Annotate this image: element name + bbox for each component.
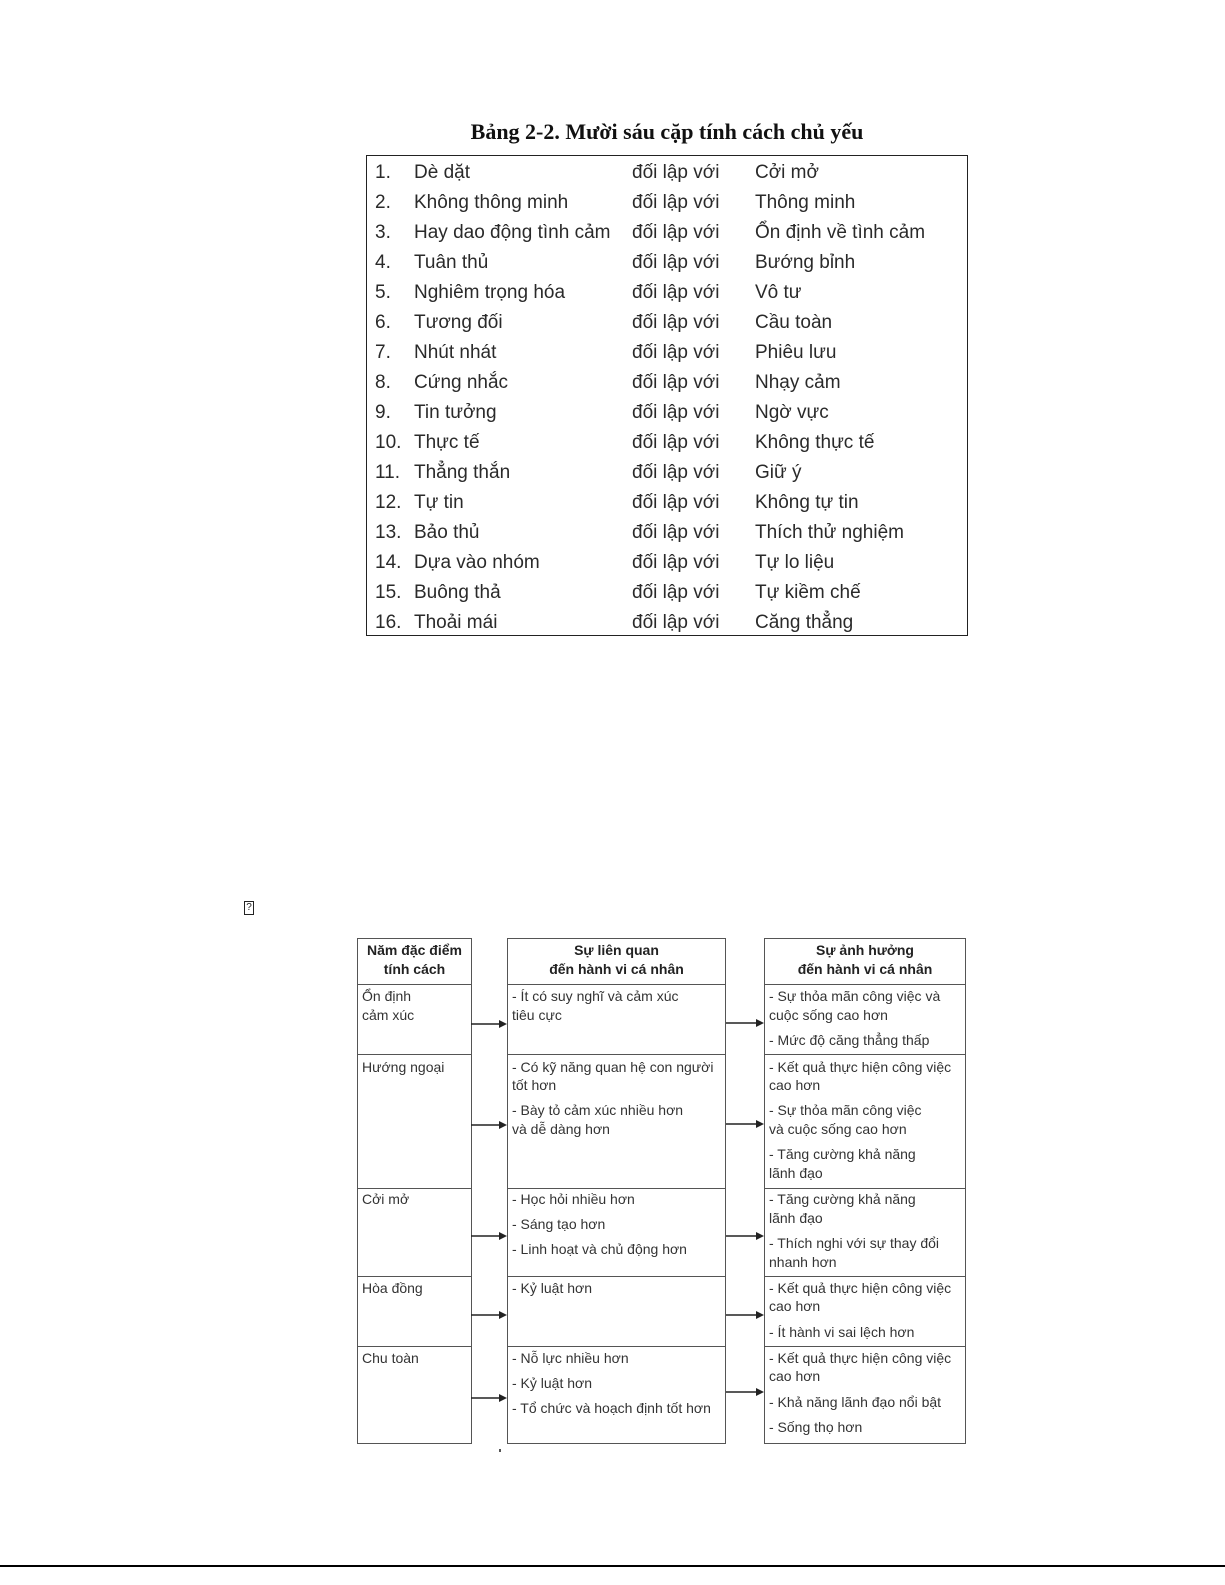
trait-left: Tin tưởng bbox=[414, 402, 497, 423]
row-number: 14. bbox=[375, 552, 402, 573]
row-number: 11. bbox=[375, 462, 401, 483]
row-number: 9. bbox=[375, 402, 391, 423]
trait-right: Bướng bỉnh bbox=[755, 252, 856, 273]
arrow-right-icon bbox=[726, 1387, 764, 1397]
trait-right: Tự kiềm chế bbox=[755, 582, 861, 603]
row-divider bbox=[507, 1054, 726, 1055]
relation-text: - Nỗ lực nhiều hơn bbox=[512, 1350, 629, 1366]
arrow-right-icon bbox=[726, 1310, 764, 1320]
trait-right: Phiêu lưu bbox=[755, 342, 837, 363]
effect-text: - Kết quả thực hiện công việc bbox=[769, 1059, 952, 1075]
effect-text: - Kết quả thực hiện công việc bbox=[769, 1280, 952, 1296]
trait-left: Nghiêm trọng hóa bbox=[414, 282, 566, 303]
row-divider bbox=[357, 1188, 472, 1189]
relation-text: tốt hơn bbox=[512, 1077, 557, 1093]
relation-text: - Sáng tạo hơn bbox=[512, 1216, 606, 1232]
big-five-diagram bbox=[357, 938, 966, 1444]
header-traits-line1: Năm đặc điểm bbox=[367, 942, 462, 958]
relation-text: - Linh hoạt và chủ động hơn bbox=[512, 1241, 687, 1257]
opposite-label: đối lập với bbox=[632, 612, 720, 633]
effect-text: nhanh hơn bbox=[769, 1254, 837, 1270]
row-divider bbox=[764, 984, 966, 985]
trait-left: Tự tin bbox=[414, 492, 464, 513]
row-divider bbox=[357, 1346, 472, 1347]
arrow-right-icon bbox=[726, 1119, 764, 1129]
row-divider bbox=[764, 1346, 966, 1347]
effect-text: lãnh đạo bbox=[769, 1210, 823, 1226]
relation-text: - Ít có suy nghĩ và cảm xúc bbox=[512, 988, 679, 1004]
row-divider bbox=[507, 1346, 726, 1347]
effect-text: - Sống thọ hơn bbox=[769, 1419, 863, 1435]
row-number: 2. bbox=[375, 192, 391, 213]
trait-right: Thích thử nghiệm bbox=[755, 522, 904, 543]
header-effect-line1: Sự ảnh hưởng bbox=[816, 942, 914, 958]
opposite-label: đối lập với bbox=[632, 552, 720, 573]
relation-text: - Học hỏi nhiều hơn bbox=[512, 1191, 635, 1207]
effect-text: và cuộc sống cao hơn bbox=[769, 1121, 907, 1137]
row-number: 3. bbox=[375, 222, 391, 243]
opposite-label: đối lập với bbox=[632, 582, 720, 603]
relation-text: và dễ dàng hơn bbox=[512, 1121, 610, 1137]
effect-text: - Thích nghi với sự thay đổi bbox=[769, 1235, 940, 1251]
trait-right: Thông minh bbox=[755, 192, 856, 213]
relation-text: - Bày tỏ cảm xúc nhiều hơn bbox=[512, 1102, 684, 1118]
trait-left: Nhút nhát bbox=[414, 342, 497, 363]
header-effect-line2: đến hành vi cá nhân bbox=[797, 961, 933, 977]
trait-right: Cầu toàn bbox=[755, 312, 833, 333]
relation-text: - Tổ chức và hoạch định tốt hơn bbox=[512, 1400, 711, 1416]
trait-right: Giữ ý bbox=[755, 462, 802, 483]
trait-left: Buông thả bbox=[414, 582, 501, 603]
arrow-right-icon bbox=[471, 1120, 507, 1130]
effect-text: - Sự thỏa mãn công việc bbox=[769, 1102, 922, 1118]
arrow-right-icon bbox=[471, 1310, 507, 1320]
relation-text: - Kỷ luật hơn bbox=[512, 1375, 592, 1391]
row-divider bbox=[507, 984, 726, 985]
trait-right: Nhạy cảm bbox=[755, 372, 841, 393]
trait-right: Ngờ vực bbox=[755, 402, 829, 423]
row-number: 5. bbox=[375, 282, 391, 303]
row-number: 7. bbox=[375, 342, 391, 363]
trait-left: Hay dao động tình cảm bbox=[414, 222, 611, 243]
arrow-right-icon bbox=[726, 1231, 764, 1241]
row-number: 13. bbox=[375, 522, 402, 543]
row-number: 15. bbox=[375, 582, 402, 603]
effect-text: cao hơn bbox=[769, 1298, 821, 1314]
trait-left: Tương đối bbox=[414, 312, 503, 333]
trait-left: Dựa vào nhóm bbox=[414, 552, 540, 573]
trait-right: Tự lo liệu bbox=[755, 552, 835, 573]
row-divider bbox=[507, 1276, 726, 1277]
opposite-label: đối lập với bbox=[632, 312, 720, 333]
missing-glyph-icon: ? bbox=[244, 901, 254, 915]
row-divider bbox=[507, 1188, 726, 1189]
effect-text: cuộc sống cao hơn bbox=[769, 1007, 888, 1023]
trait-right: Vô tư bbox=[755, 282, 802, 303]
opposite-label: đối lập với bbox=[632, 282, 720, 303]
relation-text: tiêu cực bbox=[512, 1007, 562, 1023]
trait-right: Không thực tế bbox=[755, 432, 875, 453]
trait-label: Chu toàn bbox=[362, 1350, 419, 1366]
trait-label: Hướng ngoại bbox=[362, 1059, 445, 1075]
row-divider bbox=[764, 1276, 966, 1277]
trait-left: Thẳng thắn bbox=[414, 462, 511, 483]
arrow-right-icon bbox=[471, 1393, 507, 1403]
trait-right: Ổn định về tình cảm bbox=[755, 222, 926, 243]
trait-right: Cởi mở bbox=[755, 162, 819, 183]
arrow-right-icon bbox=[726, 1018, 764, 1028]
header-traits-line2: tính cách bbox=[383, 961, 446, 977]
row-divider bbox=[357, 984, 472, 985]
effect-text: cao hơn bbox=[769, 1077, 821, 1093]
opposite-label: đối lập với bbox=[632, 222, 720, 243]
row-divider bbox=[357, 1276, 472, 1277]
row-number: 6. bbox=[375, 312, 391, 333]
stray-mark bbox=[499, 1449, 501, 1452]
trait-left: Cứng nhắc bbox=[414, 372, 509, 393]
row-number: 16. bbox=[375, 612, 402, 633]
trait-label: cảm xúc bbox=[362, 1007, 415, 1023]
row-divider bbox=[764, 1054, 966, 1055]
header-relation-line2: đến hành vi cá nhân bbox=[549, 961, 684, 977]
effect-text: - Tăng cường khả năng bbox=[769, 1146, 916, 1162]
arrow-right-icon bbox=[471, 1231, 507, 1241]
trait-right: Căng thẳng bbox=[755, 612, 854, 633]
header-relation-line1: Sự liên quan bbox=[574, 942, 659, 958]
opposite-label: đối lập với bbox=[632, 372, 720, 393]
opposite-label: đối lập với bbox=[632, 342, 720, 363]
personality-pairs-table bbox=[366, 155, 968, 636]
trait-label: Hòa đồng bbox=[362, 1280, 423, 1296]
effect-text: - Mức độ căng thẳng thấp bbox=[769, 1032, 930, 1048]
effect-text: - Tăng cường khả năng bbox=[769, 1191, 916, 1207]
trait-left: Dè dặt bbox=[414, 162, 470, 183]
trait-left: Thoải mái bbox=[414, 612, 498, 633]
trait-left: Không thông minh bbox=[414, 192, 569, 213]
row-number: 12. bbox=[375, 492, 402, 513]
page-bottom-rule bbox=[0, 1565, 1225, 1567]
row-number: 8. bbox=[375, 372, 391, 393]
row-divider bbox=[764, 1188, 966, 1189]
opposite-label: đối lập với bbox=[632, 162, 720, 183]
arrow-right-icon bbox=[471, 1019, 507, 1029]
opposite-label: đối lập với bbox=[632, 522, 720, 543]
opposite-label: đối lập với bbox=[632, 432, 720, 453]
row-divider bbox=[357, 1054, 472, 1055]
row-number: 4. bbox=[375, 252, 391, 273]
trait-label: Cởi mở bbox=[362, 1191, 410, 1207]
effect-text: - Ít hành vi sai lệch hơn bbox=[769, 1324, 915, 1340]
relation-text: - Kỷ luật hơn bbox=[512, 1280, 592, 1296]
opposite-label: đối lập với bbox=[632, 492, 720, 513]
relation-text: - Có kỹ năng quan hệ con người bbox=[512, 1059, 714, 1075]
effect-text: - Kết quả thực hiện công việc bbox=[769, 1350, 952, 1366]
row-number: 10. bbox=[375, 432, 402, 453]
opposite-label: đối lập với bbox=[632, 402, 720, 423]
opposite-label: đối lập với bbox=[632, 462, 720, 483]
effect-text: - Sự thỏa mãn công việc và bbox=[769, 988, 941, 1004]
effect-text: cao hơn bbox=[769, 1368, 821, 1384]
effect-text: lãnh đạo bbox=[769, 1165, 823, 1181]
trait-right: Không tự tin bbox=[755, 492, 859, 513]
row-number: 1. bbox=[375, 162, 391, 183]
opposite-label: đối lập với bbox=[632, 252, 720, 273]
trait-left: Bảo thủ bbox=[414, 522, 480, 543]
trait-label: Ổn định bbox=[362, 988, 412, 1004]
trait-left: Tuân thủ bbox=[414, 252, 489, 273]
trait-left: Thực tế bbox=[414, 432, 480, 453]
opposite-label: đối lập với bbox=[632, 192, 720, 213]
effect-text: - Khả năng lãnh đạo nổi bật bbox=[769, 1394, 942, 1410]
table-title: Bảng 2-2. Mười sáu cặp tính cách chủ yếu bbox=[470, 119, 864, 144]
